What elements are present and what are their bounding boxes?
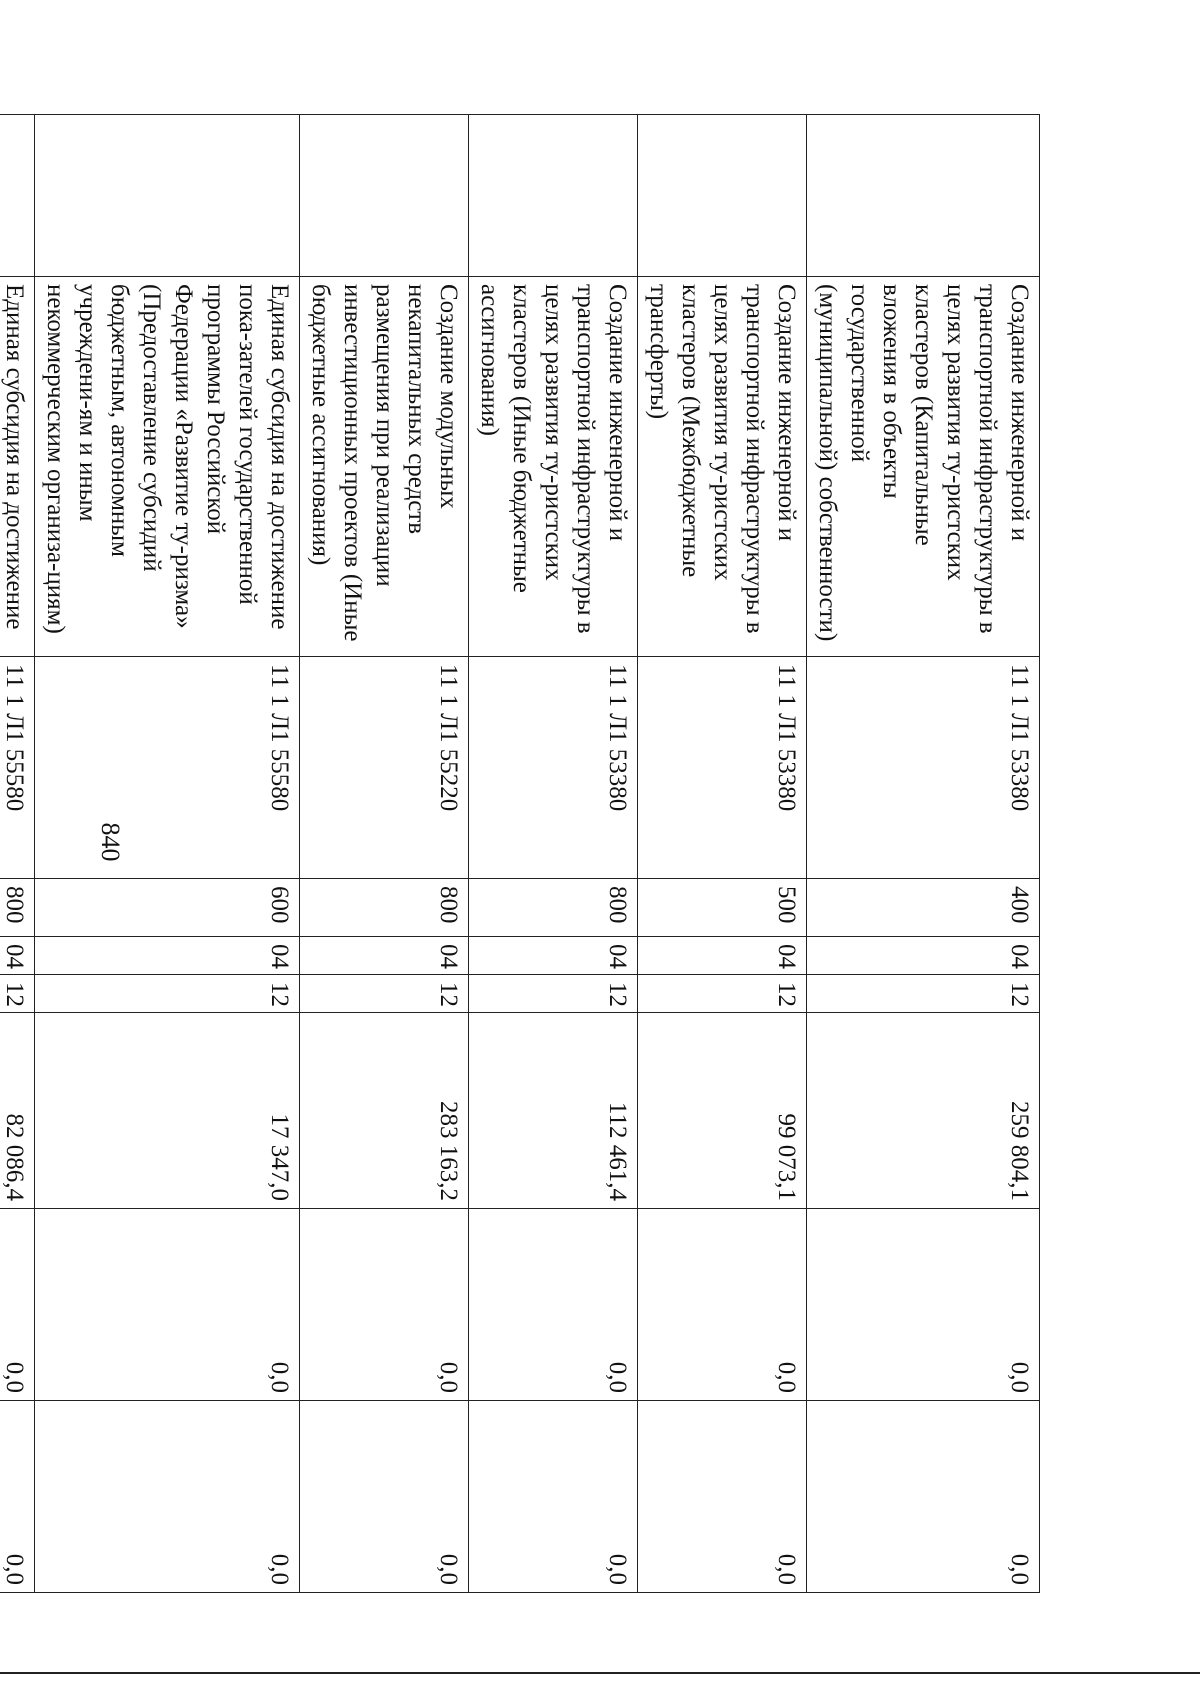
cell-sum-3: 0,0: [638, 1401, 807, 1593]
table-row: [35, 115, 300, 1593]
cell-sum-2: 0,0: [469, 1209, 638, 1401]
table-row: [300, 115, 469, 1593]
cell-name: Единая субсидия на достижение пока-зателей государственной программы Российской Федерации «Развитие ту-ризма» (Предоставление субсидий бюджетным, автономным учреждени-ям и иным некоммерческим организа-циям): [35, 277, 300, 657]
cell-subsection: 12: [638, 975, 807, 1013]
cell-name: Единая субсидия на достижение: [0, 277, 35, 657]
cell-sum-1: 112 461,4: [469, 1013, 638, 1209]
cell-sum-3: 0,0: [807, 1401, 1040, 1593]
table-row: [638, 115, 807, 1593]
cell-subsection: 12: [35, 975, 300, 1013]
table-row: [469, 115, 638, 1593]
cell-section: 04: [469, 937, 638, 975]
cell-expense-type: 800: [469, 879, 638, 937]
cell-section: 04: [35, 937, 300, 975]
cell-subsection: 12: [469, 975, 638, 1013]
cell-sum-2: 0,0: [300, 1209, 469, 1401]
cell-blank: [300, 115, 469, 277]
cell-sum-3: 0,0: [35, 1401, 300, 1593]
cell-sum-1: 99 073,1: [638, 1013, 807, 1209]
cell-sum-2: 0,0: [807, 1209, 1040, 1401]
cell-sum-3: 0,0: [300, 1401, 469, 1593]
cell-sum-1: 82 086,4: [0, 1013, 35, 1209]
cell-sum-1: 17 347,0: [35, 1013, 300, 1209]
cell-sum-2: 0,0: [638, 1209, 807, 1401]
cell-section: 04: [0, 937, 35, 975]
cell-name: Создание инженерной и транспортной инфраструктуры в целях развития ту-ристских кластеров (Капитальные вложения в объекты государственной (муниципальной) собственности): [807, 277, 1040, 657]
cell-subsection: 12: [0, 975, 35, 1013]
cell-blank: [638, 115, 807, 277]
cell-expense-type: 500: [638, 879, 807, 937]
bottom-rule: [0, 1672, 1200, 1674]
cell-name: Создание модульных некапитальных средств размещения при реализации инвестиционных проектов (Иные бюджетные ассигнования): [300, 277, 469, 657]
cell-target-code: 11 1 Л1 55580: [35, 657, 300, 879]
cell-target-code: 11 1 Л1 55220: [300, 657, 469, 879]
cell-subsection: 12: [807, 975, 1040, 1013]
cell-blank: [35, 115, 300, 277]
cell-expense-type: 600: [35, 879, 300, 937]
cell-name: Создание инженерной и транспортной инфраструктуры в целях развития ту-ристских кластеров (Межбюджетные трансферты): [638, 277, 807, 657]
cell-sum-1: 259 804,1: [807, 1013, 1040, 1209]
cell-expense-type: 800: [0, 879, 35, 937]
cell-sum-3: 0,0: [469, 1401, 638, 1593]
cell-sum-2: 0,0: [0, 1209, 35, 1401]
cell-target-code: 11 1 Л1 53380: [638, 657, 807, 879]
cell-blank: [0, 115, 35, 277]
cell-sum-3: 0,0: [0, 1401, 35, 1593]
cell-expense-type: 400: [807, 879, 1040, 937]
table-row: [807, 115, 1040, 1593]
budget-table: [0, 114, 1040, 1593]
cell-target-code: 11 1 Л1 53380: [807, 657, 1040, 879]
table-row: [0, 115, 35, 1593]
cell-section: 04: [807, 937, 1040, 975]
cell-blank: [807, 115, 1040, 277]
cell-expense-type: 800: [300, 879, 469, 937]
cell-sum-2: 0,0: [35, 1209, 300, 1401]
cell-subsection: 12: [300, 975, 469, 1013]
cell-section: 04: [638, 937, 807, 975]
cell-name: Создание инженерной и транспортной инфраструктуры в целях развития ту-ристских кластеров (Иные бюджетные ассигнования): [469, 277, 638, 657]
cell-section: 04: [300, 937, 469, 975]
cell-target-code: 11 1 Л1 55580: [0, 657, 35, 879]
cell-sum-1: 283 163,2: [300, 1013, 469, 1209]
page-number: 840: [96, 822, 125, 862]
cell-target-code: 11 1 Л1 53380: [469, 657, 638, 879]
cell-blank: [469, 115, 638, 277]
